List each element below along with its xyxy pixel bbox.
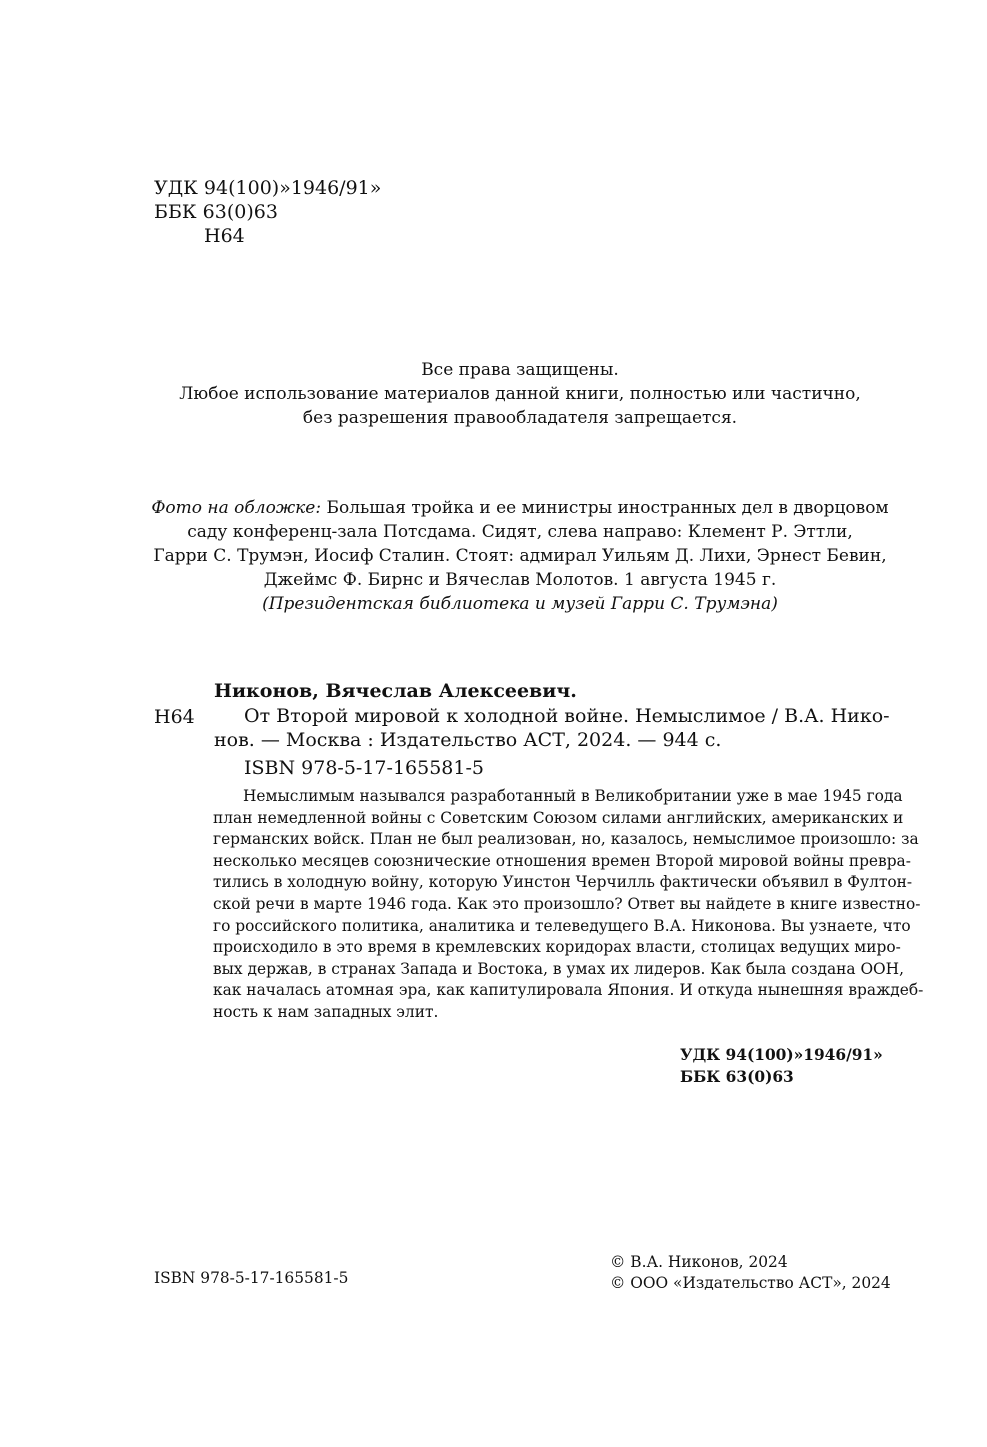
rights-line: Любое использование материалов данной книги, полностью или частично, xyxy=(179,384,861,404)
copyright-author: © В.А. Никонов, 2024 xyxy=(610,1253,788,1271)
photo-source: (Президентская библиотека и музей Гарри С. Трумэна) xyxy=(262,594,778,614)
udk-code: УДК 94(100)»1946/91» xyxy=(680,1046,883,1064)
entry-cutter-code: Н64 xyxy=(154,706,195,728)
annotation-line: ность к нам западных элит. xyxy=(213,1002,439,1021)
rights-line: Все права защищены. xyxy=(421,360,619,380)
annotation-line: ской речи в марте 1946 года. Как это произошло? Ответ вы найдете в книге известно- xyxy=(213,894,921,913)
author-name: Никонов, Вячеслав Алексеевич. xyxy=(214,680,577,702)
annotation-line: вых держав, в странах Запада и Востока, в умах их лидеров. Как была создана ООН, xyxy=(213,959,904,978)
photo-text: Большая тройка и ее министры иностранных дел в дворцовом xyxy=(321,498,889,518)
bbk-code: ББК 63(0)63 xyxy=(154,201,278,223)
photo-line: Гарри С. Трумэн, Иосиф Сталин. Стоят: адмирал Уильям Д. Лихи, Эрнест Бевин, xyxy=(153,546,887,566)
photo-line: Джеймс Ф. Бирнс и Вячеслав Молотов. 1 августа 1945 г. xyxy=(263,570,777,590)
bbk-code: ББК 63(0)63 xyxy=(680,1068,794,1086)
copyright-publisher: © ООО «Издательство АСТ», 2024 xyxy=(610,1274,891,1292)
annotation-line: Немыслимым назывался разработанный в Великобритании уже в мае 1945 года xyxy=(243,787,903,805)
entry-isbn: ISBN 978-5-17-165581-5 xyxy=(244,757,484,779)
description-line: От Второй мировой к холодной войне. Немыслимое / В.А. Нико- xyxy=(244,705,890,727)
annotation-line: несколько месяцев союзнические отношения времен Второй мировой войны превра- xyxy=(213,851,911,870)
annotation-line: план немедленной войны с Советским Союзом силами английских, американских и xyxy=(213,808,904,827)
annotation-line: как началась атомная эра, как капитулировала Япония. И откуда нынешняя враждеб- xyxy=(213,981,924,1000)
description-line: нов. — Москва : Издательство АСТ, 2024. — 944 с. xyxy=(214,729,722,751)
annotation-line: го российского политика, аналитика и телеведущего В.А. Никонова. Вы узнаете, что xyxy=(213,916,911,935)
classification-codes-top xyxy=(154,176,381,248)
footer-isbn: ISBN 978-5-17-165581-5 xyxy=(154,1269,349,1287)
cutter-code: Н64 xyxy=(204,225,245,247)
udk-code: УДК 94(100)»1946/91» xyxy=(154,177,382,199)
annotation-line: происходило в это время в кремлевских коридорах власти, столицах ведущих миро- xyxy=(213,938,901,957)
rights-notice xyxy=(120,358,920,430)
cover-photo-credit xyxy=(100,496,940,616)
photo-line: саду конференц-зала Потсдама. Сидят, слева направо: Клемент Р. Эттли, xyxy=(187,522,853,542)
photo-line xyxy=(100,496,940,520)
annotation xyxy=(213,786,924,1024)
copyright-notices xyxy=(610,1252,891,1294)
bibliographic-description xyxy=(214,704,890,752)
rights-line: без разрешения правообладателя запрещается. xyxy=(302,408,738,428)
annotation-line: тились в холодную войну, которую Уинстон Черчилль фактически объявил в Фултон- xyxy=(213,873,913,892)
photo-label: Фото на обложке: xyxy=(151,498,322,518)
classification-codes-bottom xyxy=(680,1044,883,1088)
annotation-line: германских войск. План не был реализован, но, казалось, немыслимое произошло: за xyxy=(213,830,919,849)
